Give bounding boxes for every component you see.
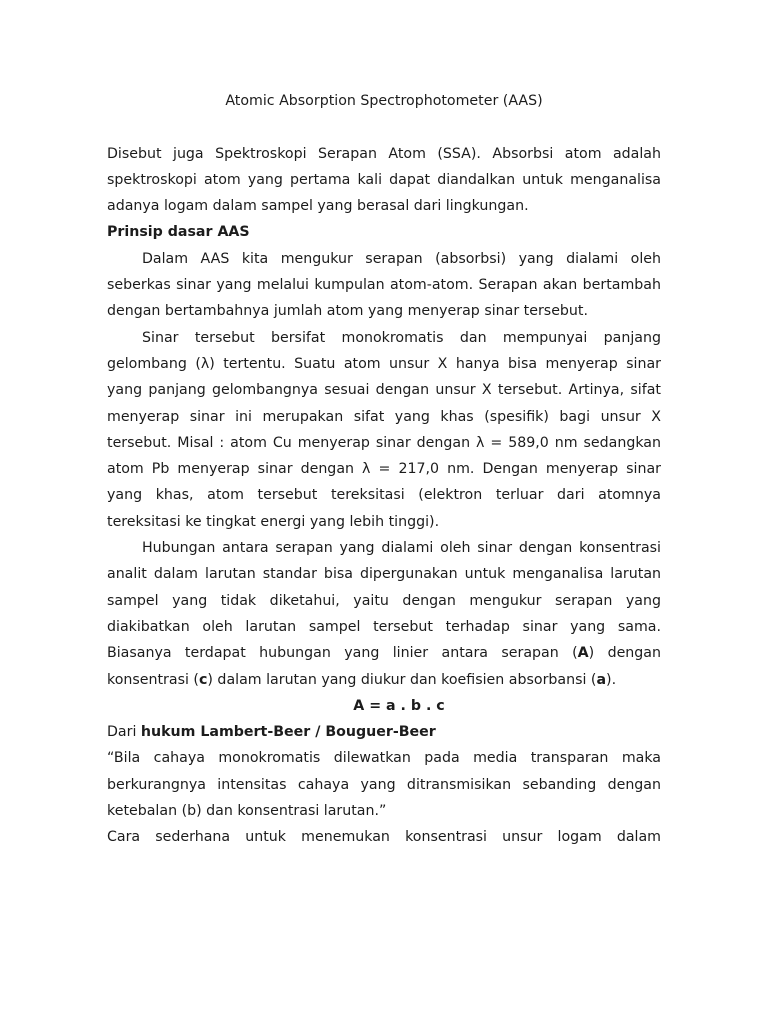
paragraph-text: Hubungan antara serapan yang dialami oleh sinar dengan konsentrasi analit dalam larutan standar bisa dipergunakan untuk menganalisa larutan sampel yang tidak diketahui, yaitu dengan mengukur serapan yang diakibatkan oleh larutan sampel tersebut terhadap sinar yang sama. Biasanya terdapat hubungan yang linier antara serapan ( [107,540,661,662]
intro-paragraph: Disebut juga Spektroskopi Serapan Atom (SSA). Absorbsi atom adalah spektroskopi atom yang pertama kali dapat diandalkan untuk menganalisa adanya logam dalam sampel yang berasal dari lingkungan. [107,145,661,215]
formula: A = a . b . c [353,697,445,714]
paragraph-relationship [107,535,661,693]
paragraph-text: ) dalam larutan yang diukur dan koefisien absorbansi ( [207,671,597,688]
document-title: Atomic Absorption Spectrophotometer (AAS) [225,93,543,109]
law-quote: “Bila cahaya monokromatis dilewatkan pada media transparan maka berkurangnya intensitas cahaya yang ditransmisikan sebanding dengan ketebalan (b) dan konsentrasi larutan.” [107,750,661,820]
paragraph-absorption: Dalam AAS kita mengukur serapan (absorbsi) yang dialami oleh seberkas sinar yang melalui kumpulan atom-atom. Serapan akan bertambah dengan bertambahnya jumlah atom yang menyerap sinar tersebut. [107,250,661,320]
law-line [107,719,661,745]
document-body [107,88,661,851]
paragraph-text: ). [606,671,617,688]
closing-line: Cara sederhana untuk menemukan konsentrasi unsur logam dalam [107,829,661,846]
law-prefix: Dari [107,724,141,741]
symbol-absorptivity: a [596,671,607,688]
paragraph-monochromatic: Sinar tersebut bersifat monokromatis dan mempunyai panjang gelombang (λ) tertentu. Suatu atom unsur X hanya bisa menyerap sinar yang panjang gelombangnya sesuai dengan unsur X tersebut. Artinya, sifat menyerap sinar ini merupakan sifat yang khas (spesifik) bagi unsur X tersebut. Misal : atom Cu menyerap sinar dengan λ = 589,0 nm sedangkan atom Pb menyerap sinar dengan λ = 217,0 nm. Dengan menyerap sinar yang khas, atom tersebut tereksitasi (elektron terluar dari atomnya tereksitasi ke tingkat energi yang lebih tinggi). [107,329,661,530]
symbol-absorbance: A [577,645,589,662]
law-name: hukum Lambert-Beer / Bouguer-Beer [140,724,436,741]
paragraph-text: ) dengan konsentrasi ( [107,645,661,688]
spacer [107,114,661,140]
section-heading: Prinsip dasar AAS [107,224,250,241]
symbol-concentration: c [198,671,208,688]
